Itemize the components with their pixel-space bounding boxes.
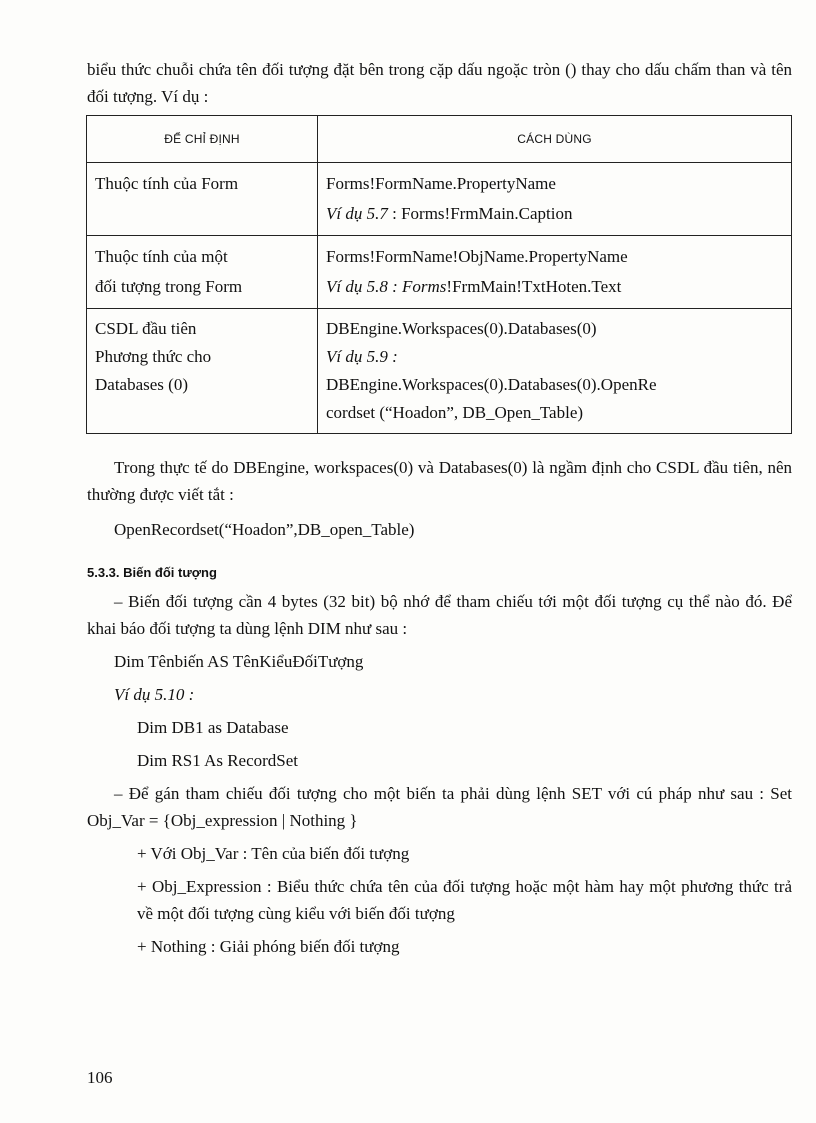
paragraph-set: – Để gán tham chiếu đối tượng cho một biến ta phải dùng lệnh SET với cú pháp như sau : Set Obj_Var = {Obj_expression | Nothing } <box>87 784 792 830</box>
page-content <box>87 56 792 960</box>
cell-line: cordset (“Hoadon”, DB_Open_Table) <box>326 403 584 422</box>
table-cell-right <box>318 236 792 309</box>
cell-line <box>326 272 784 302</box>
cell-line: Forms!FormName!ObjName.PropertyName <box>326 247 628 266</box>
section-heading: 5.3.3. Biến đối tượng <box>87 565 217 580</box>
table-row <box>87 236 792 309</box>
table-cell-left <box>87 236 318 309</box>
bullet-obj-var: + Với Obj_Var : Tên của biến đối tượng <box>137 844 410 863</box>
cell-line: Phương thức cho <box>95 347 212 366</box>
cell-line: CSDL đầu tiên <box>95 319 197 338</box>
bullet-nothing: + Nothing : Giải phóng biến đối tượng <box>137 937 400 956</box>
cell-line: đối tượng trong Form <box>95 277 243 296</box>
code-dim-syntax: Dim Tênbiến AS TênKiểuĐốiTượng <box>114 652 364 671</box>
cell-line: DBEngine.Workspaces(0).Databases(0) <box>326 319 597 338</box>
table-cell-right <box>318 309 792 434</box>
header-cell: CÁCH DÙNG <box>318 116 792 163</box>
cell-line: Forms!FormName.PropertyName <box>326 174 556 193</box>
cell-line: Thuộc tính của một <box>95 247 228 266</box>
table-header-row <box>87 116 792 163</box>
table-row <box>87 163 792 236</box>
cell-line <box>326 199 784 229</box>
intro-paragraph: biểu thức chuỗi chứa tên đối tượng đặt bên trong cặp dấu ngoặc tròn () thay cho dấu chấm than và tên đối tượng. Ví dụ : <box>87 60 792 106</box>
bullet-obj-expression: + Obj_Expression : Biểu thức chứa tên của đối tượng hoặc một hàm hay một phương thức trả về một đối tượng cùng kiểu với biến đối tượng <box>137 877 792 923</box>
paragraph-defaults: Trong thực tế do DBEngine, workspaces(0) và Databases(0) là ngầm định cho CSDL đầu tiên, nên thường được viết tắt : <box>87 458 792 504</box>
example-label: Ví dụ 5.7 <box>326 204 388 223</box>
table-cell-left <box>87 309 318 434</box>
usage-table <box>86 115 792 434</box>
example-text: : Forms!FrmMain.Caption <box>387 204 573 223</box>
code-dim-db: Dim DB1 as Database <box>137 718 289 737</box>
header-cell: ĐỂ CHỈ ĐỊNH <box>87 116 318 163</box>
code-dim-rs: Dim RS1 As RecordSet <box>137 751 299 770</box>
example-label: Ví dụ 5.10 : <box>114 685 195 704</box>
page-number: 106 <box>87 1068 113 1087</box>
example-label: Ví dụ 5.8 : Forms <box>326 277 447 296</box>
cell-line: Thuộc tính của Form <box>95 174 239 193</box>
paragraph-object-variable: – Biến đối tượng cần 4 bytes (32 bit) bộ nhớ để tham chiếu tới một đối tượng cụ thể nào đó. Để khai báo đối tượng ta dùng lệnh DIM như sau : <box>87 592 792 638</box>
example-text: !FrmMain!TxtHoten.Text <box>446 277 622 296</box>
cell-line: DBEngine.Workspaces(0).Databases(0).OpenRe <box>326 375 657 394</box>
cell-line: Databases (0) <box>95 375 188 394</box>
table-row <box>87 309 792 434</box>
table-cell-right <box>318 163 792 236</box>
table-cell-left <box>87 163 318 236</box>
example-label: Ví dụ 5.9 : <box>326 347 398 366</box>
cell-line <box>326 343 784 371</box>
code-openrecordset: OpenRecordset(“Hoadon”,DB_open_Table) <box>114 520 415 539</box>
